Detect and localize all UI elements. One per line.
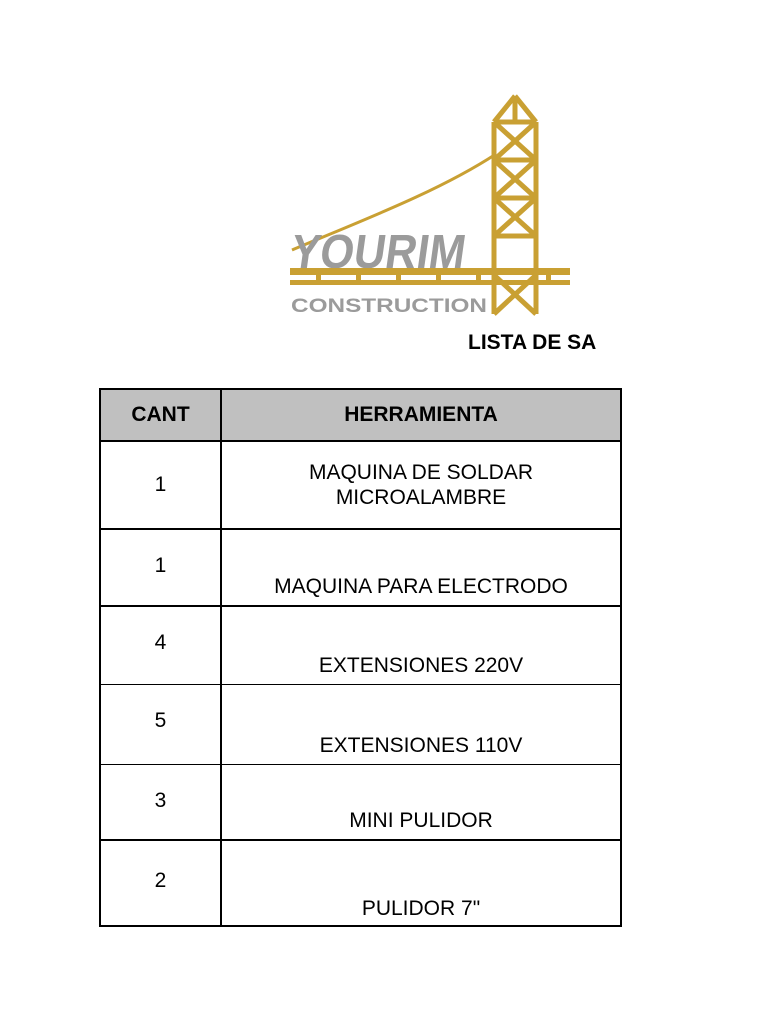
qty-cell: 4 — [100, 606, 221, 684]
bridge-deck-top — [290, 268, 570, 275]
tool-cell: MINI PULIDOR — [221, 764, 621, 840]
document-title: LISTA DE SA — [468, 331, 597, 354]
qty-cell: 5 — [100, 684, 221, 764]
logo-brand-text: YOURIM — [288, 225, 488, 279]
table-row — [100, 441, 621, 529]
qty-cell: 3 — [100, 764, 221, 840]
table-row — [100, 606, 621, 684]
tool-cell: PULIDOR 7" — [221, 840, 621, 926]
table-row — [100, 529, 621, 606]
tool-cell: EXTENSIONES 220V — [221, 606, 621, 684]
table-row — [100, 840, 621, 926]
tools-table — [99, 388, 622, 927]
header-qty: CANT — [100, 389, 221, 441]
table-header-row — [100, 389, 621, 441]
tool-cell: EXTENSIONES 110V — [221, 684, 621, 764]
tool-cell: MAQUINA DE SOLDAR MICROALAMBRE — [221, 441, 621, 529]
tool-cell: MAQUINA PARA ELECTRODO — [221, 529, 621, 606]
company-logo — [288, 92, 572, 318]
logo-subtitle-text: CONSTRUCTION — [291, 296, 487, 317]
table-row — [100, 684, 621, 764]
qty-cell: 1 — [100, 441, 221, 529]
qty-cell: 2 — [100, 840, 221, 926]
header-tool: HERRAMIENTA — [221, 389, 621, 441]
qty-cell: 1 — [100, 529, 221, 606]
document-title-clip — [468, 328, 618, 358]
table-row — [100, 764, 621, 840]
